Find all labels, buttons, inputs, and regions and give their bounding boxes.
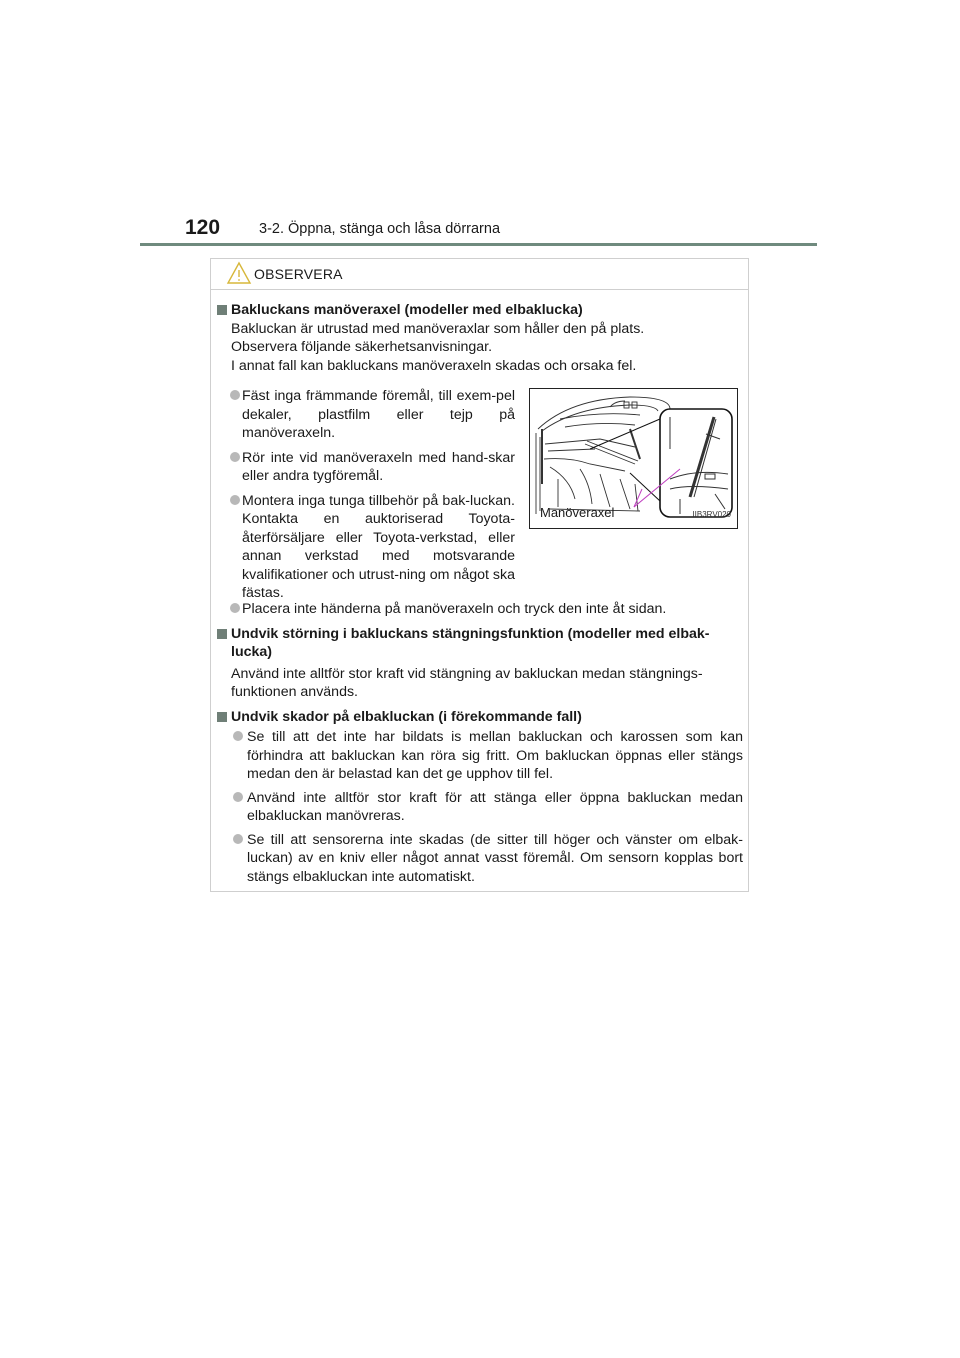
section-title: 3-2. Öppna, stänga och låsa dörrarna xyxy=(259,221,501,237)
gas-strut-illustration xyxy=(529,388,738,529)
square-bullet-icon xyxy=(217,629,227,639)
square-bullet-icon xyxy=(217,712,227,722)
list-item: Se till att sensorerna inte skadas (de sitter till höger och vänster om elbak-luckan) av en kniv eller något annat vasst föremål. Om sensorn kopplas bort stängs elbakluckan inte automatiskt. xyxy=(217,831,743,887)
page-number: 120 xyxy=(185,216,221,239)
figure-caption: Manöveraxel xyxy=(540,504,615,520)
list-item: Montera inga tunga tillbehör på bak-luckan. Kontakta en auktoriserad Toyota-återförsäljare eller Toyota-verkstad, eller annan verkstad med motsvarande kvalifikationer och utrust-ning om något ska fästas. xyxy=(217,492,515,603)
bullet-dot-icon xyxy=(233,834,243,844)
list-item: Se till att det inte har bildats is mellan bakluckan och karossen som kan förhindra att bakluckan kan röra sig fritt. Om bakluckan öppnas eller stängs medan den är belastad kan det ge upphov till fel. xyxy=(217,728,743,784)
intro-line: I annat fall kan bakluckans manöveraxeln skadas och orsaka fel. xyxy=(231,357,637,374)
section-heading: Undvik skador på elbakluckan (i förekommande fall) xyxy=(217,708,743,727)
notice-content xyxy=(217,301,743,886)
bullet-dot-icon xyxy=(230,452,240,462)
notice-header xyxy=(211,259,748,290)
list-item: Fäst inga främmande föremål, till exem-pel dekaler, plastfilm eller tejp på manöveraxeln. xyxy=(217,387,515,443)
bullet-dot-icon xyxy=(230,495,240,505)
bullet-dot-icon xyxy=(230,603,240,613)
intro-line: Observera följande säkerhetsanvisningar. xyxy=(231,339,493,355)
list-item: Använd inte alltför stor kraft för att stänga eller öppna bakluckan medan elbakluckan manövreras. xyxy=(217,789,743,826)
list-item: Placera inte händerna på manöveraxeln och tryck den inte åt sidan. xyxy=(217,600,743,619)
list-item: Rör inte vid manöveraxeln med hand-skar eller andra tygföremål. xyxy=(217,449,515,486)
section-heading: Undvik störning i bakluckans stängningsfunktion (modeller med elbak-lucka) xyxy=(217,625,743,662)
notice-box xyxy=(210,258,749,892)
bullet-dot-icon xyxy=(233,792,243,802)
notice-title: OBSERVERA xyxy=(254,266,343,282)
intro-line: Bakluckan är utrustad med manöveraxlar som håller den på plats. xyxy=(231,320,645,337)
bullet-list xyxy=(217,387,515,603)
header-divider xyxy=(140,243,817,246)
bullets-with-figure xyxy=(217,387,743,599)
section-heading: Bakluckans manöveraxel (modeller med elbaklucka) xyxy=(217,301,743,320)
bullet-dot-icon xyxy=(230,390,240,400)
warning-triangle-icon xyxy=(226,261,252,285)
figure-code: IIB3RV020 xyxy=(692,509,731,519)
bullet-dot-icon xyxy=(233,731,243,741)
square-bullet-icon xyxy=(217,305,227,315)
section-text: Använd inte alltför stor kraft vid stängning av bakluckan medan stängnings-funktionen används. xyxy=(231,665,703,700)
